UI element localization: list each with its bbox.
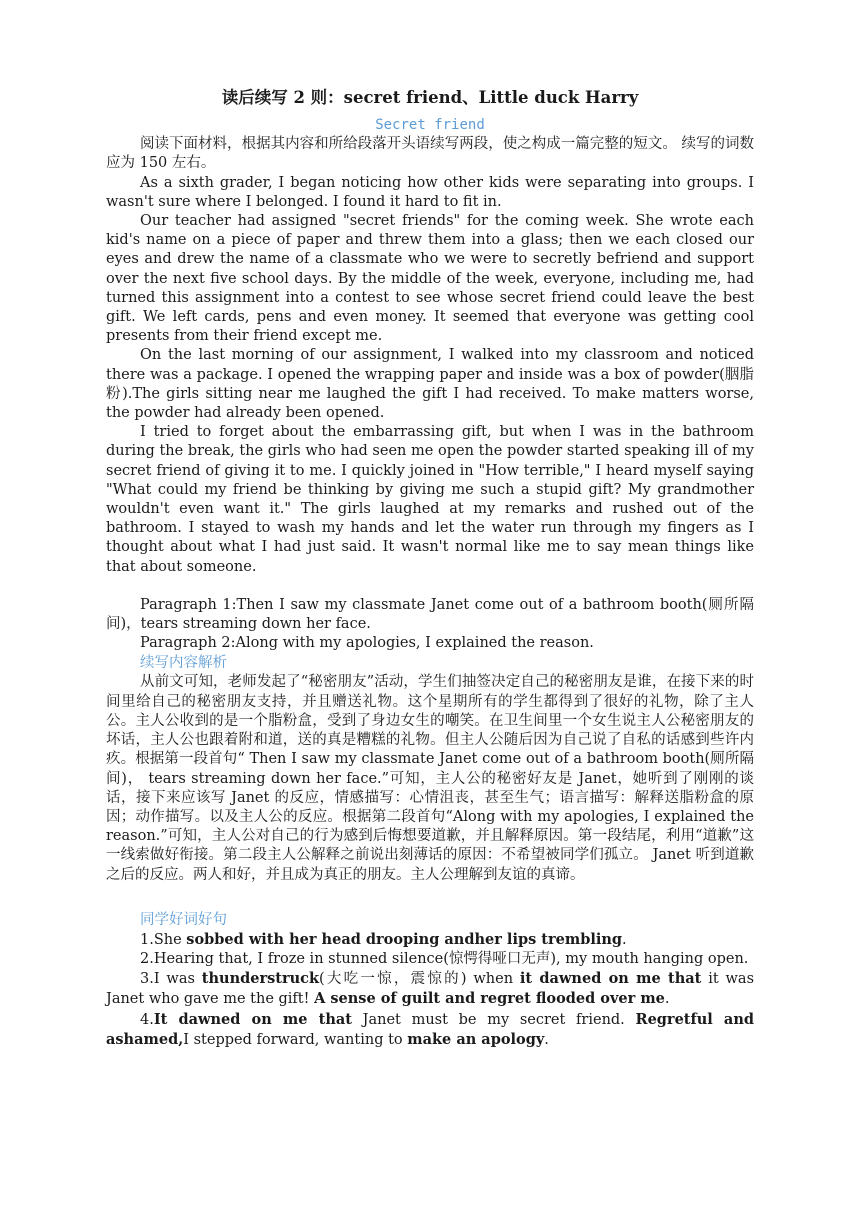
good-sentence-2: 2.Hearing that, I froze in stunned silence(惊愕得哑口无声), my mouth hanging open. xyxy=(140,950,749,967)
sentence-text: I stepped forward, wanting to xyxy=(183,1031,408,1048)
sentence-text: Janet must be my secret friend. xyxy=(351,1011,636,1028)
sentence-text: . xyxy=(622,931,627,948)
highlight-phrase: make an apology xyxy=(407,1030,545,1048)
sentence-text: . xyxy=(544,1031,549,1048)
continuation-paragraph-1-prompt: Paragraph 1:Then I saw my classmate Janet come out of a bathroom booth(厕所隔间)，tears streaming down her face. xyxy=(106,596,754,633)
story-subtitle: Secret friend xyxy=(375,117,485,133)
highlight-phrase: It dawned on me that xyxy=(153,1010,352,1028)
story-paragraph-2: Our teacher had assigned "secret friends" for the coming week. She wrote each kid's name on a piece of paper and threw them into a glass; then we each closed our eyes and drew the name of a classmate who we were to secretly befriend and support over the next five school days. By the middle of the week, everyone, including me, had turned this assignment into a contest to see whose secret friend could leave the best gift. We left cards, pens and even money. It seemed that everyone was getting cool presents from their friend except me. xyxy=(106,213,754,345)
story-paragraph-4: I tried to forget about the embarrassing gift, but when I was in the bathroom during the break, the girls who had seen me open the powder started speaking ill of my secret friend of giving it to me. I quickly joined in "How terrible," I heard myself saying "What could my friend be thinking by giving me such a stupid gift? My grandmother wouldn't even want it." The girls laughed at my remarks and rushed out of the bathroom. I stayed to wash my hands and let the water run through my fingers as I thought about what I had just said. It wasn't normal like me to say mean things like that about someone. xyxy=(106,424,754,575)
sentence-text: . xyxy=(664,991,670,1008)
good-sentence-4 xyxy=(106,1010,754,1050)
sentence-text: (大吃一惊，震惊的) when xyxy=(319,971,520,988)
sentence-text: 4. xyxy=(140,1011,154,1028)
instructions-paragraph: 阅读下面材料，根据其内容和所给段落开头语续写两段，使之构成一篇完整的短文。 续写的词数应为 150 左右。 xyxy=(106,136,754,172)
story-paragraph-3: On the last morning of our assignment, I walked into my classroom and noticed there was a package. I opened the wrapping paper and inside was a box of powder(胭脂粉).The girls sitting near me laughed the gift I had received. To make matters worse, the powder had already been opened. xyxy=(106,347,754,422)
highlight-phrase: sobbed with her head drooping andher lips trembling xyxy=(186,930,623,948)
document-title: 读后续写 2 则：secret friend、Little duck Harry xyxy=(221,88,639,107)
story-paragraph-1: As a sixth grader, I began noticing how other kids were separating into groups. I wasn't sure where I belonged. I found it hard to fit in. xyxy=(106,174,754,210)
sentence-text: 1.She xyxy=(140,931,187,948)
good-sentence-3 xyxy=(106,969,754,1009)
highlight-phrase: Regretful and ashamed, xyxy=(106,1010,755,1048)
analysis-heading: 续写内容解析 xyxy=(140,655,227,672)
document-page xyxy=(106,84,754,1050)
highlight-phrase: it dawned on me that xyxy=(519,970,702,988)
continuation-paragraph-2-prompt: Paragraph 2:Along with my apologies, I explained the reason. xyxy=(140,635,594,652)
analysis-paragraph: 从前文可知，老师发起了“秘密朋友”活动，学生们抽签决定自己的秘密朋友是谁，在接下来的时间里给自己的秘密朋友支持，并且赠送礼物。这个星期所有的学生都得到了很好的礼物，除了主人公。主人公收到的是一个脂粉盒，受到了身边女生的嘲笑。在卫生间里一个女生说主人公秘密朋友的坏话，主人公也跟着附和道，送的真是糟糕的礼物。但主人公随后因为自己说了自私的话感到些许内疚。根据第一段首句“ Then I saw my classmate Janet come out of a bathroom booth(厕所隔间)， tears streaming down her face.”可知，主人公的秘密好友是 Janet，她听到了刚刚的谈话，接下来应该写 Janet 的反应，情感描写：心情沮丧，甚至生气；语言描写：解释送脂粉盒的原因；动作描写。以及主人公的反应。根据第二段首句“Along with my apologies, I explained the reason.”可知，主人公对自己的行为感到后悔想要道歉，并且解释原因。第一段结尾，利用“道歉”这一线索做好衔接。第二段主人公解释之前说出刻薄话的原因：不希望被同学们孤立。 Janet 听到道歉之后的反应。两人和好，并且成为真正的朋友。主人公理解到友谊的真谛。 xyxy=(106,674,754,883)
spacer xyxy=(106,885,754,904)
highlight-phrase: thunderstruck xyxy=(201,970,320,988)
sentence-text: 3.I was xyxy=(140,971,202,988)
phrases-heading: 同学好词好句 xyxy=(140,911,227,928)
spacer xyxy=(106,577,754,596)
good-sentence-1 xyxy=(106,930,754,950)
sentence-text: it was Janet who gave me the gift! xyxy=(106,971,755,1008)
highlight-phrase: A sense of guilt and regret flooded over me xyxy=(314,990,665,1008)
